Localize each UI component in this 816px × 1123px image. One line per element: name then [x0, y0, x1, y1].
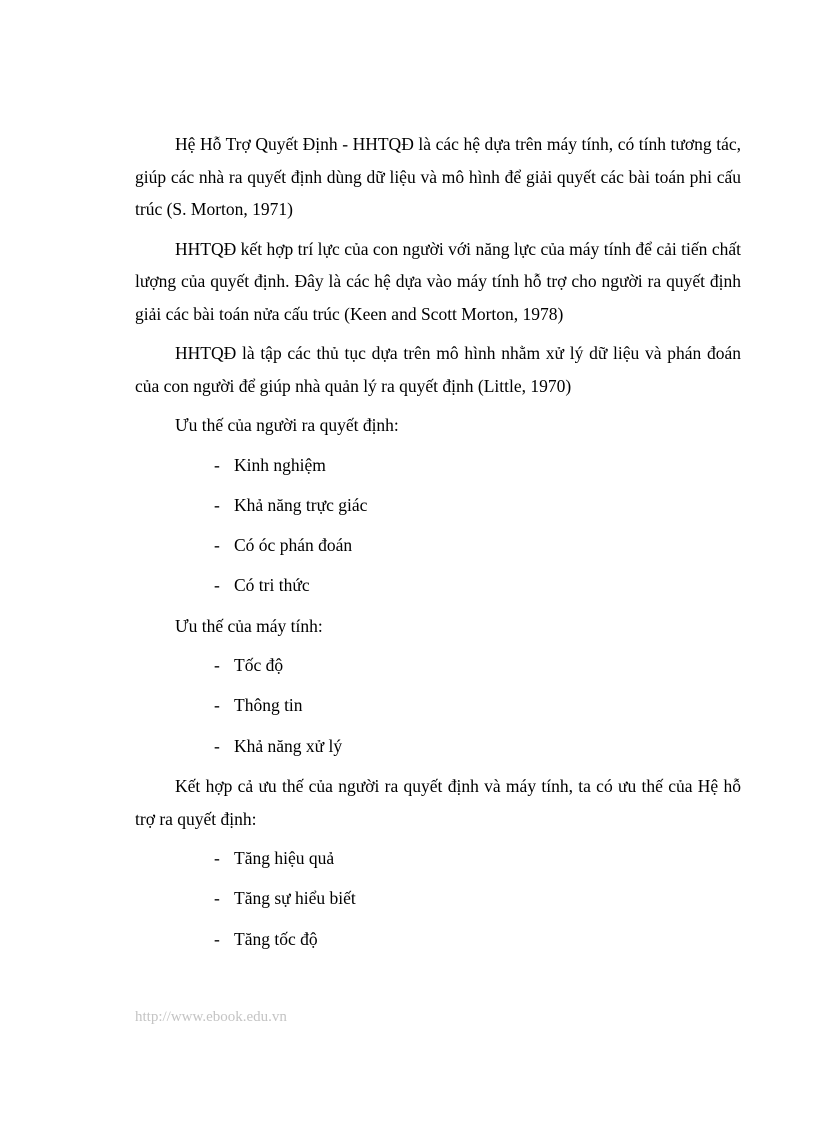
combined-advantages-list [135, 842, 741, 955]
bullet-dash: - [214, 535, 220, 556]
human-advantages-list [135, 449, 741, 602]
list-item: - Thông tin [135, 689, 741, 722]
paragraph-definition-keen: HHTQĐ kết hợp trí lực của con người với năng lực của máy tính để cải tiến chất lượng của quyết định. Đây là các hệ dựa vào máy tính hỗ trợ cho người ra quyết định giải các bài toán nửa cấu trúc (Keen and Scott Morton, 1978) [135, 238, 741, 324]
bullet-dash: - [214, 494, 220, 515]
list-item: - Tăng tốc độ [135, 923, 741, 956]
bullet-dash: - [214, 888, 220, 909]
list-item: - Tốc độ [135, 649, 741, 682]
list-item: - Có óc phán đoán [135, 529, 741, 562]
list-item: - Khả năng trực giác [135, 489, 741, 522]
paragraph-definition-little: HHTQĐ là tập các thủ tục dựa trên mô hình nhằm xử lý dữ liệu và phán đoán của con người để giúp nhà quản lý ra quyết định (Little, 1970) [135, 343, 741, 396]
list-item: - Kinh nghiệm [135, 449, 741, 482]
combined-advantages-paragraph: Kết hợp cả ưu thế của người ra quyết định và máy tính, ta có ưu thế của Hệ hỗ trợ ra quyết định: [135, 776, 741, 829]
list-item: - Khả năng xử lý [135, 730, 741, 763]
document-body [135, 128, 741, 963]
list-item: - Tăng sự hiểu biết [135, 882, 741, 915]
computer-advantages-heading: Ưu thế của máy tính: [175, 615, 323, 636]
bullet-dash: - [214, 695, 220, 716]
bullet-dash: - [214, 848, 220, 869]
bullet-dash: - [214, 454, 220, 475]
list-item: - Tăng hiệu quả [135, 842, 741, 875]
bullet-dash: - [214, 735, 220, 756]
bullet-dash: - [214, 928, 220, 949]
paragraph-definition-morton: Hệ Hỗ Trợ Quyết Định - HHTQĐ là các hệ dựa trên máy tính, có tính tương tác, giúp các nhà ra quyết định dùng dữ liệu và mô hình để giải quyết các bài toán phi cấu trúc (S. Morton, 1971) [135, 134, 741, 219]
footer-watermark-url: http://www.ebook.edu.vn [135, 1009, 287, 1025]
human-advantages-heading: Ưu thế của người ra quyết định: [175, 415, 399, 435]
bullet-dash: - [214, 655, 220, 676]
list-item: - Có tri thức [135, 569, 741, 602]
bullet-dash: - [214, 575, 220, 596]
computer-advantages-list [135, 649, 741, 762]
